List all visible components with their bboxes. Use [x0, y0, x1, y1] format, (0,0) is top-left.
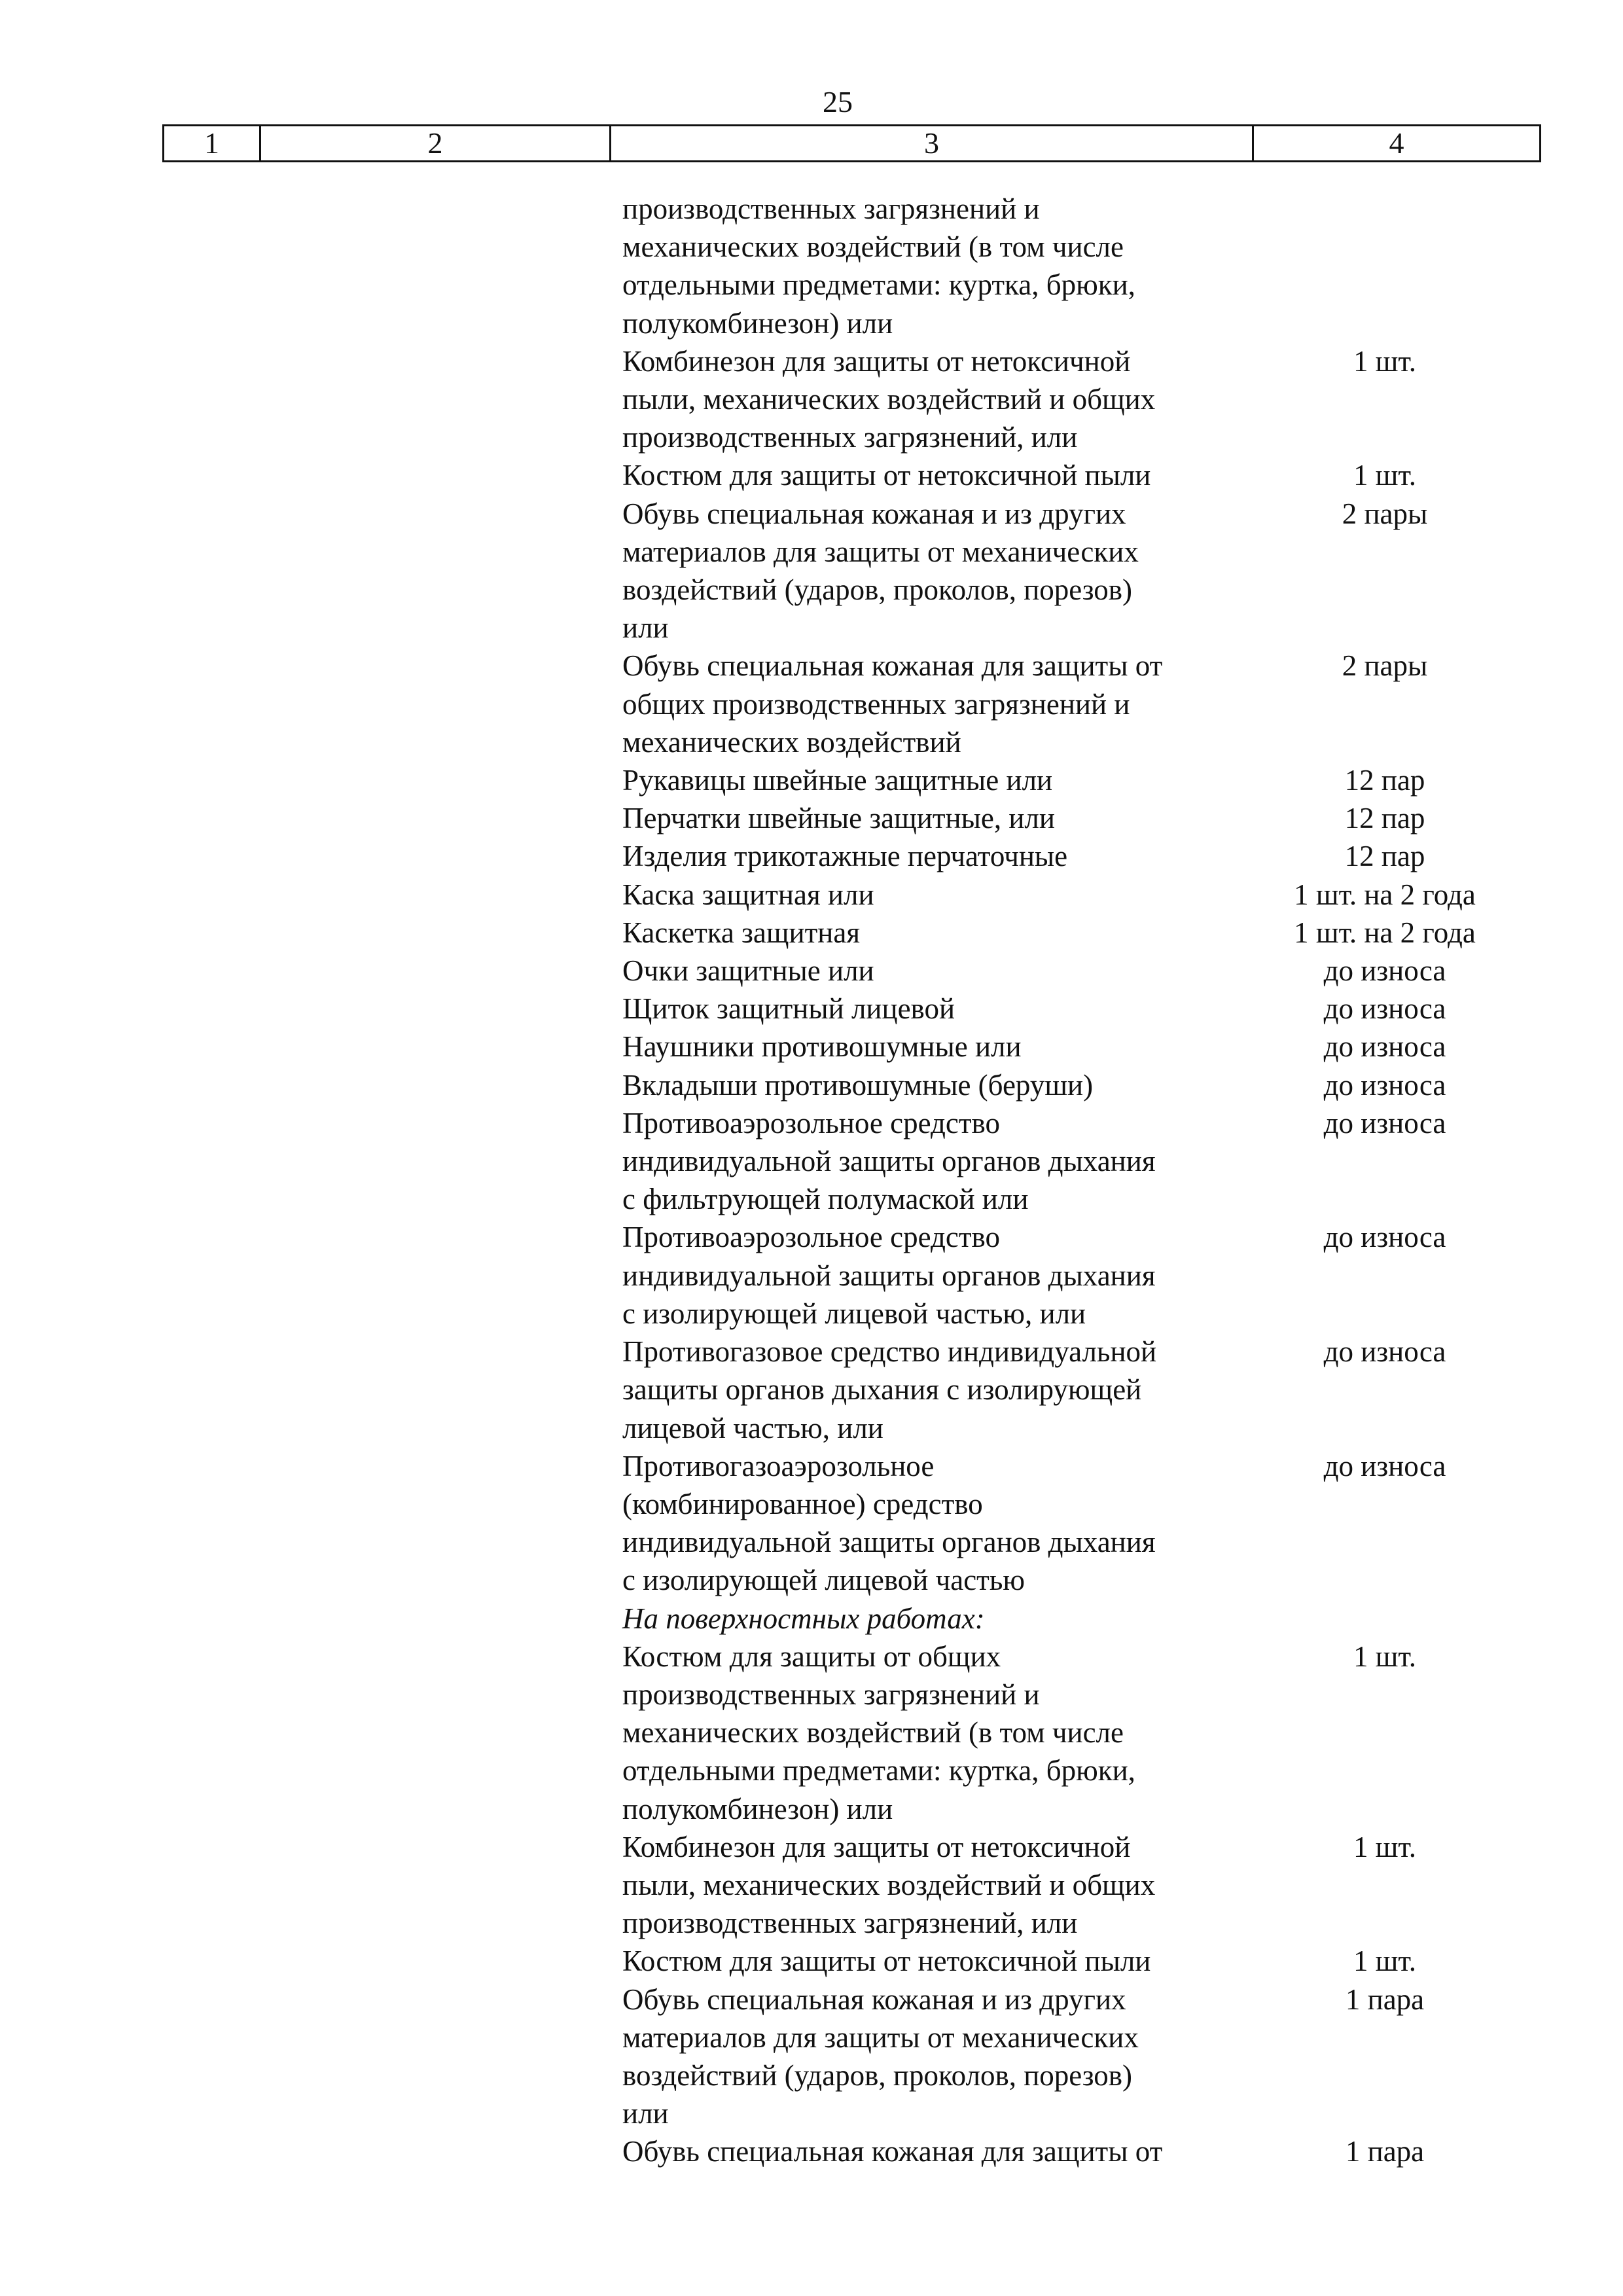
item-quantity: до износа — [1323, 992, 1446, 1026]
item-quantity: до износа — [1323, 1106, 1446, 1139]
item-name: Костюм для защиты от нетоксичной пыли — [622, 459, 1151, 492]
header-col-3: 3 — [611, 126, 1254, 160]
table-row — [622, 1981, 1525, 2133]
item-name: Комбинезон для защиты от нетоксичной пыли, механических воздействий и общих производственных загрязнений, или — [622, 1830, 1156, 1940]
item-quantity: до износа — [1323, 1221, 1446, 1254]
table-row — [622, 2132, 1525, 2170]
header-col-1: 1 — [164, 126, 261, 160]
item-quantity: до износа — [1323, 1068, 1446, 1102]
item-quantity: 1 шт. на 2 года — [1294, 916, 1476, 949]
table-row — [622, 761, 1525, 799]
table-row — [622, 1447, 1525, 1600]
table-row — [622, 1600, 1525, 1638]
item-quantity: 2 пары — [1342, 497, 1428, 530]
item-name: Перчатки швейные защитные, или — [622, 802, 1055, 835]
table-row — [622, 495, 1525, 647]
item-name: Щиток защитный лицевой — [622, 992, 955, 1026]
item-quantity: 2 пары — [1342, 649, 1428, 683]
table-row — [622, 1066, 1525, 1104]
item-name: Рукавицы швейные защитные или — [622, 764, 1053, 797]
item-name: Костюм для защиты от нетоксичной пыли — [622, 1945, 1151, 1978]
item-quantity: 12 пар — [1344, 764, 1425, 797]
item-name: Обувь специальная кожаная и из других материалов для защиты от механических воздействий (ударов, проколов, порезов) или — [622, 1982, 1139, 2130]
table-row — [622, 1333, 1525, 1447]
table-row — [622, 952, 1525, 990]
table-row — [622, 342, 1525, 457]
table-row — [622, 190, 1525, 342]
item-quantity: до износа — [1323, 1030, 1446, 1064]
item-quantity: до износа — [1323, 1335, 1446, 1369]
item-name: Обувь специальная кожаная для защиты от — [622, 2135, 1163, 2168]
table-row — [622, 647, 1525, 761]
table-row — [622, 990, 1525, 1028]
item-name: Обувь специальная кожаная для защиты от общих производственных загрязнений и механических воздействий — [622, 649, 1163, 759]
table-row — [622, 1828, 1525, 1943]
item-name: Противогазовое средство индивидуальной защиты органов дыхания с изолирующей лицевой частью, или — [622, 1335, 1157, 1444]
table-row — [622, 1028, 1525, 1066]
item-name: Каска защитная или — [622, 878, 874, 911]
item-name: Комбинезон для защиты от нетоксичной пыли, механических воздействий и общих производственных загрязнений, или — [622, 344, 1156, 454]
table-row — [622, 876, 1525, 914]
item-name: Костюм для защиты от общих производственных загрязнений и механических воздействий (в том числе отдельными предметами: куртка, брюки, полукомбинезон) или — [622, 1640, 1135, 1825]
item-quantity: 12 пар — [1344, 802, 1425, 835]
table-body — [622, 190, 1525, 2171]
item-name: Наушники противошумные или — [622, 1030, 1022, 1064]
item-quantity: до износа — [1323, 1449, 1446, 1482]
table-header-row — [162, 124, 1541, 162]
item-name: Очки защитные или — [622, 954, 874, 988]
table-row — [622, 1218, 1525, 1333]
item-name: Изделия трикотажные перчаточные — [622, 840, 1068, 873]
item-quantity: 12 пар — [1344, 840, 1425, 873]
section-heading: На поверхностных работах: — [622, 1602, 985, 1635]
table-row — [622, 837, 1525, 875]
item-quantity: до износа — [1323, 954, 1446, 988]
item-name: Каскетка защитная — [622, 916, 861, 949]
item-quantity: 1 пара — [1345, 2135, 1425, 2168]
item-quantity: 1 пара — [1345, 1982, 1425, 2016]
item-quantity: 1 шт. — [1353, 344, 1416, 378]
item-name: производственных загрязнений и механических воздействий (в том числе отдельными предметами: куртка, брюки, полукомбинезон) или — [622, 192, 1135, 340]
item-name: Противоаэрозольное средство индивидуальной защиты органов дыхания с фильтрующей полумаской или — [622, 1106, 1156, 1216]
item-quantity: 1 шт. — [1353, 1830, 1416, 1863]
table-row — [622, 1638, 1525, 1828]
item-name: Противогазоаэрозольное (комбинированное) средство индивидуальной защиты органов дыхания с изолирующей лицевой частью — [622, 1449, 1156, 1597]
item-quantity: 1 шт. — [1353, 459, 1416, 492]
header-col-2: 2 — [261, 126, 611, 160]
page-number: 25 — [823, 85, 853, 118]
table-row — [622, 1104, 1525, 1219]
item-quantity: 1 шт. — [1353, 1640, 1416, 1673]
item-name: Обувь специальная кожаная и из других материалов для защиты от механических воздействий (ударов, проколов, порезов) или — [622, 497, 1139, 645]
table-row — [622, 456, 1525, 494]
item-quantity: 1 шт. — [1353, 1945, 1416, 1978]
table-row — [622, 914, 1525, 952]
table-row — [622, 1942, 1525, 1980]
header-col-4: 4 — [1389, 126, 1404, 160]
item-quantity: 1 шт. на 2 года — [1294, 878, 1476, 911]
item-name: Противоаэрозольное средство индивидуальной защиты органов дыхания с изолирующей лицевой частью, или — [622, 1221, 1156, 1330]
table-row — [622, 799, 1525, 837]
item-name: Вкладыши противошумные (беруши) — [622, 1068, 1094, 1102]
